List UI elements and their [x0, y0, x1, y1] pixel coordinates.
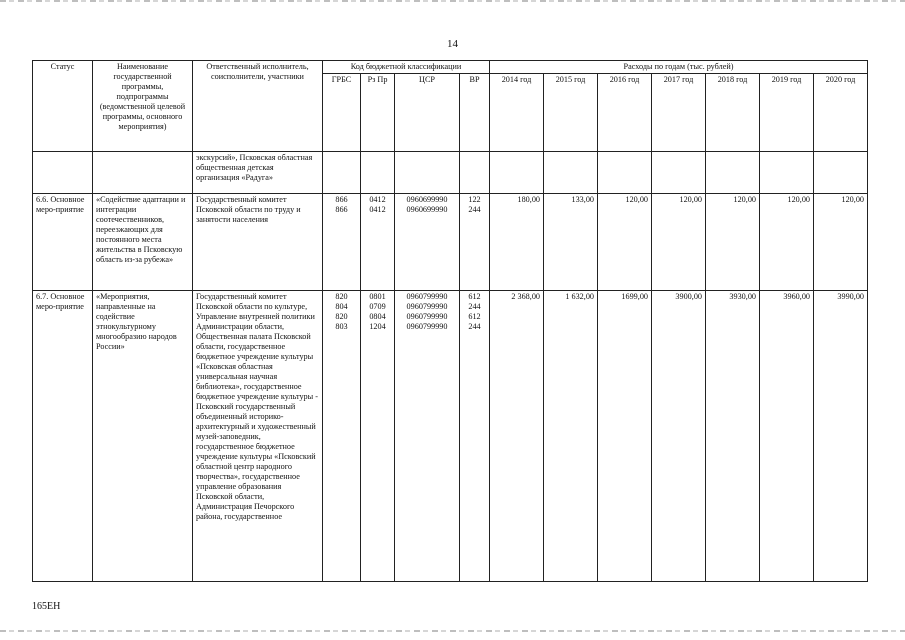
- cell-rzpr: 0801 0709 0804 1204: [361, 291, 395, 582]
- cell-name: «Содействие адаптации и интеграции соотечественников, переезжающих для постоянного места жительства в Псковскую область из-за рубежа»: [93, 194, 193, 291]
- cell-rzpr: [361, 152, 395, 194]
- cell-value: 180,00: [490, 194, 544, 291]
- scan-edge-top: [0, 0, 905, 2]
- header-year: 2018 год: [706, 74, 760, 152]
- cell-value: [490, 152, 544, 194]
- table-row: [33, 194, 868, 291]
- cell-value: 120,00: [814, 194, 868, 291]
- cell-value: [598, 152, 652, 194]
- header-year: 2015 год: [544, 74, 598, 152]
- table-row: [33, 291, 868, 582]
- cell-value: 3990,00: [814, 291, 868, 582]
- header-executor: Ответственный исполнитель, соисполнители, участники: [193, 61, 323, 152]
- header-budget-code: Код бюджетной классификации: [323, 61, 490, 74]
- cell-value: [706, 152, 760, 194]
- cell-value: 120,00: [652, 194, 706, 291]
- cell-executor: Государственный комитет Псковской области по культуре, Управление внутренней политики Администрации области, Общественная палата Псковской области, государственное бюджетное учреждение культуры «Псковская областная универсальная научная библиотека», государственное бюджетное учреждение культуры - Псковский государственный объединенный историко-архитектурный и художественный музей-заповедник, государственное бюджетное учреждение культуры «Псковский областной центр народного творчества», государственное управление образования Псковской области, Администрация Печорского района, государственное: [193, 291, 323, 582]
- header-row-top: [33, 61, 868, 74]
- cell-vr: 612 244 612 244: [460, 291, 490, 582]
- cell-value: 2 368,00: [490, 291, 544, 582]
- cell-grbs: [323, 152, 361, 194]
- cell-csr: 0960699990 0960699990: [395, 194, 460, 291]
- cell-value: 133,00: [544, 194, 598, 291]
- cell-value: 120,00: [598, 194, 652, 291]
- cell-name: [93, 152, 193, 194]
- header-grbs: ГРБС: [323, 74, 361, 152]
- cell-vr: 122 244: [460, 194, 490, 291]
- cell-value: [544, 152, 598, 194]
- header-vr: ВР: [460, 74, 490, 152]
- header-year: 2014 год: [490, 74, 544, 152]
- cell-value: 1 632,00: [544, 291, 598, 582]
- header-status: Статус: [33, 61, 93, 152]
- cell-executor: Государственный комитет Псковской области по труду и занятости населения: [193, 194, 323, 291]
- header-year: 2020 год: [814, 74, 868, 152]
- budget-table: [32, 60, 868, 582]
- cell-value: 120,00: [760, 194, 814, 291]
- cell-value: [760, 152, 814, 194]
- cell-executor: экскурсий», Псковская областная общественная детская организация «Радуга»: [193, 152, 323, 194]
- cell-value: 3960,00: [760, 291, 814, 582]
- header-csr: ЦСР: [395, 74, 460, 152]
- header-year: 2017 год: [652, 74, 706, 152]
- footer-code: 165EH: [32, 601, 61, 612]
- header-expenses: Расходы по годам (тыс. рублей): [490, 61, 868, 74]
- cell-value: 3900,00: [652, 291, 706, 582]
- table-row: [33, 152, 868, 194]
- cell-status: 6.6. Основное меро-приятие: [33, 194, 93, 291]
- cell-value: 120,00: [706, 194, 760, 291]
- cell-value: 1699,00: [598, 291, 652, 582]
- header-year: 2019 год: [760, 74, 814, 152]
- header-year: 2016 год: [598, 74, 652, 152]
- cell-value: [652, 152, 706, 194]
- cell-vr: [460, 152, 490, 194]
- cell-grbs: 866 866: [323, 194, 361, 291]
- scan-edge-bottom: [0, 630, 905, 632]
- page-number: 14: [447, 38, 458, 50]
- cell-csr: 0960799990 0960799990 0960799990 0960799990: [395, 291, 460, 582]
- cell-name: «Мероприятия, направленные на содействие этнокультурному многообразию народов России»: [93, 291, 193, 582]
- cell-grbs: 820 804 820 803: [323, 291, 361, 582]
- cell-value: 3930,00: [706, 291, 760, 582]
- cell-status: 6.7. Основное меро-приятие: [33, 291, 93, 582]
- cell-csr: [395, 152, 460, 194]
- cell-value: [814, 152, 868, 194]
- cell-status: [33, 152, 93, 194]
- header-name: Наименование государственной программы, подпрограммы (ведомственной целевой программы, основного мероприятия): [93, 61, 193, 152]
- header-rzpr: Рз Пр: [361, 74, 395, 152]
- cell-rzpr: 0412 0412: [361, 194, 395, 291]
